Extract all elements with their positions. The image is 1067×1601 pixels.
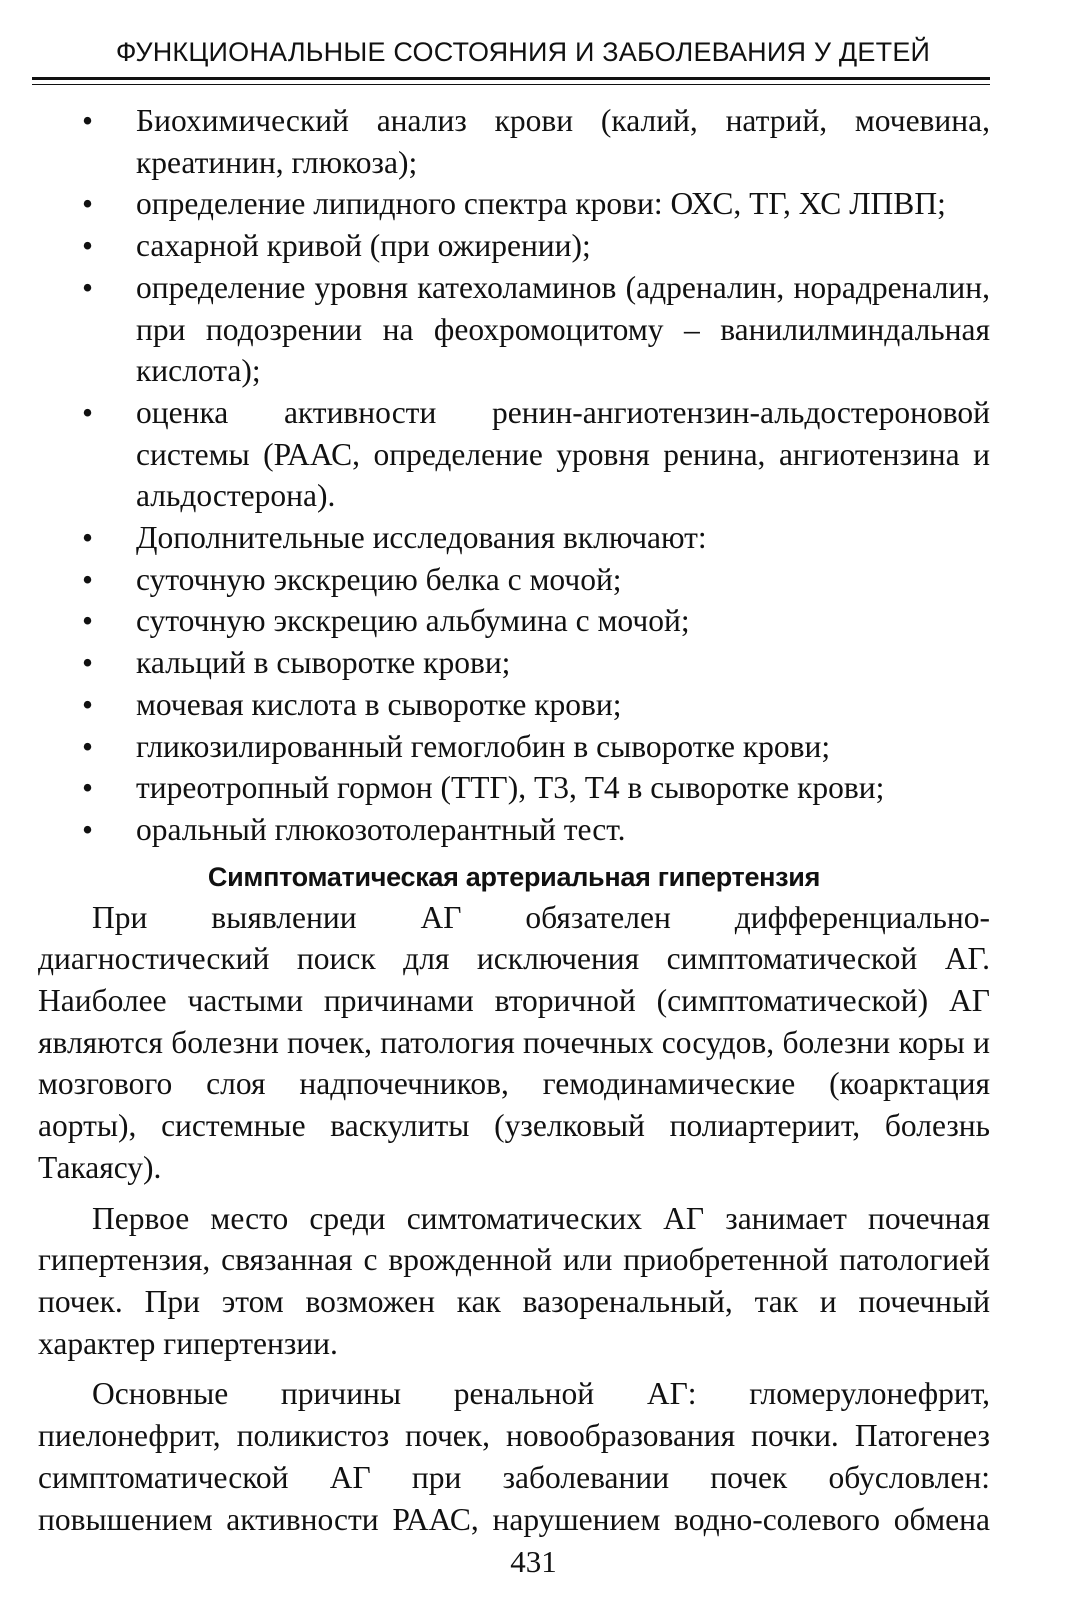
bullet-list <box>38 100 990 851</box>
list-item <box>38 517 990 559</box>
list-item <box>38 600 990 642</box>
list-item-text: оценка активности ренин-ангиотензин-альдостероновой системы (РААС, определение уровня ренина, ангиотензина и альдостерона). <box>136 394 990 514</box>
list-item-text: определение уровня катехоламинов (адреналин, норадреналин, при подозрении на феохромоцитому – ванилилминдальная кислота); <box>136 269 990 389</box>
bullet-icon: • <box>82 228 94 264</box>
list-item <box>38 684 990 726</box>
bullet-icon: • <box>82 186 94 222</box>
list-item <box>38 392 990 517</box>
list-item <box>38 809 990 851</box>
list-item-text: сахарной кривой (при ожирении); <box>136 228 591 264</box>
list-item-text: оральный глюкозотолерантный тест. <box>136 811 626 847</box>
list-item-text: Биохимический анализ крови (калий, натрий, мочевина, креатинин, глюкоза); <box>136 103 990 180</box>
list-item-text: тиреотропный гормон (ТТГ), Т3, Т4 в сыворотке крови; <box>136 770 885 806</box>
list-item-text: мочевая кислота в сыворотке крови; <box>136 686 622 722</box>
bullet-icon: • <box>82 561 94 597</box>
bullet-icon: • <box>82 811 94 847</box>
list-item <box>38 183 990 225</box>
bullet-icon: • <box>82 603 94 639</box>
running-head: ФУНКЦИОНАЛЬНЫЕ СОСТОЯНИЯ И ЗАБОЛЕВАНИЯ У ДЕТЕЙ <box>115 37 931 67</box>
list-item <box>38 726 990 768</box>
list-item-text: определение липидного спектра крови: ОХС, ТГ, ХС ЛПВП; <box>136 186 946 222</box>
list-item-text: суточную экскрецию альбумина с мочой; <box>136 603 690 639</box>
header-rule-thick <box>32 77 990 80</box>
bullet-icon: • <box>82 394 94 430</box>
paragraph: При выявлении АГ обязателен дифференциально-диагностический поиск для исключения симптоматической АГ. Наиболее частыми причинами вторичной (симптоматической) АГ являются болезни почек, патология почечных сосудов, болезни коры и мозгового слоя надпочечников, гемодинамические (коарктация аорты), системные васкулиты (узелковый полиартериит, болезнь Такаясу). <box>38 899 990 1185</box>
bullet-icon: • <box>82 770 94 806</box>
bullet-icon: • <box>82 686 94 722</box>
page-number: 431 <box>510 1544 557 1579</box>
list-item-text: Дополнительные исследования включают: <box>136 520 707 556</box>
list-item <box>38 642 990 684</box>
bullet-icon: • <box>82 269 94 305</box>
list-item-text: кальций в сыворотке крови; <box>136 645 511 681</box>
list-item <box>38 100 990 183</box>
section-title: Симптоматическая артериальная гипертензия <box>207 861 821 892</box>
list-item-text: суточную экскрецию белка с мочой; <box>136 561 622 597</box>
paragraph: Основные причины ренальной АГ: гломерулонефрит, пиелонефрит, поликистоз почек, новообразования почки. Патогенез симптоматической АГ при заболевании почек обусловлен: повышением активности РААС, нарушением водно-солевого обмена <box>38 1376 990 1537</box>
bullet-icon: • <box>82 728 94 764</box>
list-item <box>38 225 990 267</box>
page-content <box>38 100 990 1540</box>
bullet-icon: • <box>82 645 94 681</box>
list-item <box>38 767 990 809</box>
list-item-text: гликозилированный гемоглобин в сыворотке крови; <box>136 728 831 764</box>
header-rule-thin <box>32 84 990 85</box>
bullet-icon: • <box>82 520 94 556</box>
paragraph: Первое место среди симтоматических АГ занимает почечная гипертензия, связанная с врожденной или приобретенной патологией почек. При этом возможен как вазоренальный, так и почечный характер гипертензии. <box>38 1200 990 1361</box>
bullet-icon: • <box>82 103 94 138</box>
list-item <box>38 559 990 601</box>
list-item <box>38 267 990 392</box>
